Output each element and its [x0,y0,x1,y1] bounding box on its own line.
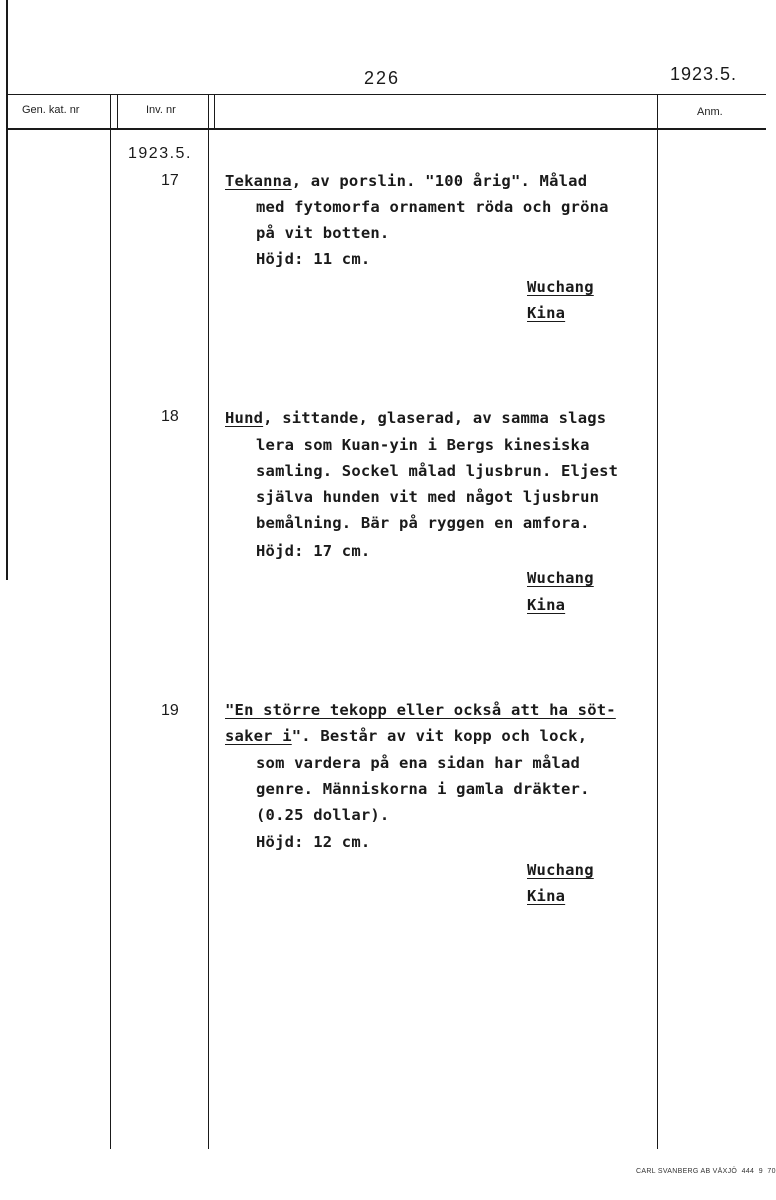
page-number: 226 [364,68,401,88]
entry-18-line-1 [225,405,606,431]
printer-footer: CARL SVANBERG AB VÄXJÖ 444 9 70 [636,1168,776,1175]
entry-18-line-2: lera som Kuan-yin i Bergs kinesiska [256,436,590,454]
column-divider-5 [657,94,658,1149]
column-divider-4 [214,94,215,130]
entry-17-title: Tekanna [225,172,292,190]
entry-19-line-5: (0.25 dollar). [256,806,390,824]
entry-17-line-3: på vit botten. [256,224,390,242]
entry-17-place: Wuchang [527,278,594,296]
entry-18-height: Höjd: 17 cm. [256,542,371,560]
entry-18-line-4: själva hunden vit med något ljusbrun [256,488,600,506]
column-divider-1 [110,94,111,1149]
entry-19-height: Höjd: 12 cm. [256,833,371,851]
inv-number-18: 18 [161,408,179,425]
binding-edge-line [6,0,8,580]
anm-header: Anm. [697,106,723,118]
entry-19-line-2-rest: ". Består av vit kopp och lock, [291,727,588,745]
column-divider-3 [208,94,209,1149]
entry-17-line-2: med fytomorfa ornament röda och gröna [256,198,609,216]
entry-19-title-line-2: saker i [225,727,292,745]
entry-17-country: Kina [527,304,566,322]
entry-19-line-4: genre. Människorna i gamla dräkter. [256,780,590,798]
entry-19-line-2 [225,723,587,749]
header-bottom-rule [8,128,766,130]
column-divider-2 [117,94,118,130]
entry-18-line-5: bemålning. Bär på ryggen en amfora. [256,514,590,532]
entry-19-line-3: som vardera på ena sidan har målad [256,754,581,772]
entry-18-place: Wuchang [527,569,594,587]
entry-18-country: Kina [527,596,566,614]
entry-17-first-rest: , av porslin. "100 årig". Målad [291,172,588,190]
entry-18-first-rest: , sittande, glaserad, av samma slags [263,409,607,427]
entry-17-height: Höjd: 11 cm. [256,250,371,268]
inv-number-17: 17 [161,172,179,189]
entry-19-title-line-1: "En större tekopp eller också att ha söt- [225,701,616,719]
entry-17-line-1 [225,168,587,194]
year-header: 1923.5. [670,64,738,84]
entry-19-place: Wuchang [527,861,594,879]
date-group-label: 1923.5. [128,145,192,162]
entry-19-country: Kina [527,887,566,905]
entry-18-title: Hund [225,409,264,427]
entry-18-line-3: samling. Sockel målad ljusbrun. Eljest [256,462,619,480]
inv-nr-header: Inv. nr [146,104,176,116]
header-top-rule [8,94,766,95]
inv-number-19: 19 [161,702,179,719]
gen-kat-nr-header: Gen. kat. nr [22,104,80,116]
